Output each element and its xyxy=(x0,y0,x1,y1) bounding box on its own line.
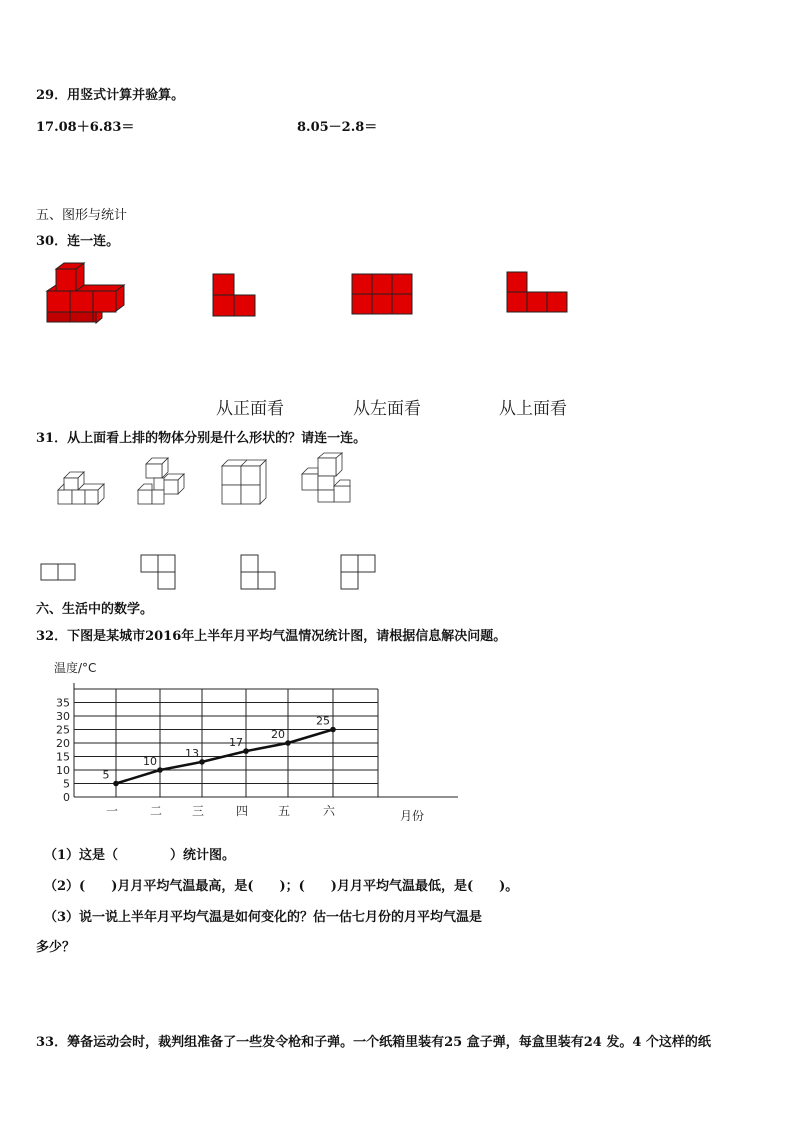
chart-data-label-4: 17 xyxy=(229,736,243,750)
chart-data-label-3: 13 xyxy=(185,746,199,760)
chart-data-label-2: 10 xyxy=(143,755,157,768)
temperature-line-chart xyxy=(40,656,480,828)
cube-stack-figure xyxy=(44,260,128,324)
q32-sub-3-line-2: 多少？ xyxy=(36,940,76,955)
chart-ylabel: 温度/°C xyxy=(54,661,97,675)
top-view-shape-1 xyxy=(40,563,76,581)
chart-data-label-1: 5 xyxy=(102,768,110,782)
chart-ytick-25: 25 xyxy=(56,723,70,737)
chart-point-4 xyxy=(243,748,249,754)
view-shape-2x3 xyxy=(351,273,413,315)
caption-top-view: 从上面看 xyxy=(499,399,567,419)
chart-ytick-30: 30 xyxy=(56,710,70,723)
solid-figure-1 xyxy=(56,466,106,506)
chart-xtick-5: 五 xyxy=(277,804,291,818)
chart-point-3 xyxy=(199,759,205,765)
chart-data-label-6: 25 xyxy=(316,714,330,728)
top-view-shape-2 xyxy=(140,554,176,590)
top-view-shape-4 xyxy=(340,554,376,590)
caption-front-view: 从正面看 xyxy=(216,399,284,419)
q32-sub-1: （1）这是（ ）统计图。 xyxy=(44,848,236,863)
q32-heading: 32．下图是某城市2016年上半年月平均气温情况统计图，请根据信息解决问题。 xyxy=(36,629,507,644)
top-view-shape-3 xyxy=(240,554,276,590)
chart-xlabel: 月份 xyxy=(400,809,425,823)
solid-figure-4 xyxy=(300,452,354,506)
section-6-heading: 六、生活中的数学。 xyxy=(36,602,154,617)
chart-xtick-3: 三 xyxy=(191,804,205,818)
chart-data-label-5: 20 xyxy=(271,728,285,741)
chart-ytick-5: 5 xyxy=(63,777,70,791)
q32-sub-3-line-1: （3）说一说上半年月平均气温是如何变化的？估一估七月份的月平均气温是 xyxy=(44,910,483,925)
q30-heading: 30．连一连。 xyxy=(36,234,120,249)
chart-xtick-1: 一 xyxy=(105,804,119,818)
chart-xtick-6: 六 xyxy=(322,804,336,818)
chart-ytick-10: 10 xyxy=(56,764,70,777)
chart-point-1 xyxy=(113,781,119,787)
chart-point-2 xyxy=(157,767,163,773)
solid-figure-3 xyxy=(220,458,268,506)
view-shape-l xyxy=(212,273,256,317)
chart-ytick-0: 0 xyxy=(63,791,70,804)
section-5-heading: 五、图形与统计 xyxy=(36,208,128,223)
chart-xtick-2: 二 xyxy=(149,804,163,818)
q29-expression-2: 8.05－2.8＝ xyxy=(297,120,378,135)
chart-ytick-20: 20 xyxy=(56,737,70,750)
q29-heading: 29．用竖式计算并验算。 xyxy=(36,88,185,103)
q32-sub-2: （2）( )月月平均气温最高，是( )；( )月月平均气温最低，是( )。 xyxy=(44,879,519,894)
q31-heading: 31．从上面看上排的物体分别是什么形状的？请连一连。 xyxy=(36,431,367,446)
chart-xtick-4: 四 xyxy=(235,804,249,818)
solid-figure-2 xyxy=(136,456,188,508)
caption-left-view: 从左面看 xyxy=(353,399,421,419)
q29-expression-1: 17.08＋6.83＝ xyxy=(36,120,135,135)
q33-text: 33．筹备运动会时，裁判组准备了一些发令枪和子弹。一个纸箱里装有25 盒子弹，每盒里装有24 发。4 个这样的纸 xyxy=(36,1035,711,1050)
chart-point-5 xyxy=(285,740,291,746)
chart-ytick-15: 15 xyxy=(56,750,70,764)
chart-ytick-35: 35 xyxy=(56,696,70,710)
chart-point-6 xyxy=(330,727,336,733)
view-shape-long-l xyxy=(506,271,568,313)
